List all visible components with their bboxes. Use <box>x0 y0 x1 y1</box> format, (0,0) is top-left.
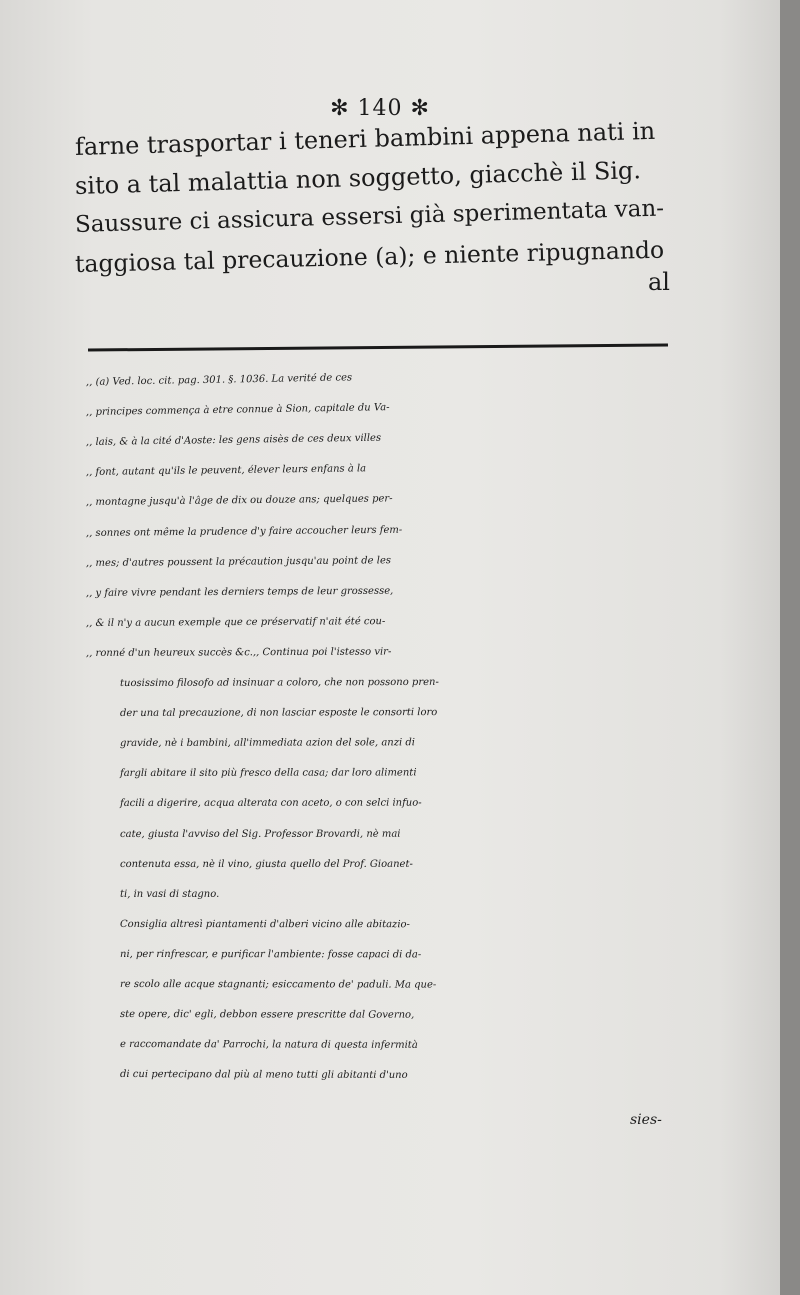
page-gutter <box>780 0 800 1295</box>
footnote-line: ,, ronné d'un heureux succès &c.,, Continua poi l'istesso vir- <box>85 646 392 659</box>
footnote-line: ,, lais, & à la cité d'Aoste: les gens aisès de ces deux villes <box>85 432 382 448</box>
footnote-line: facili a digerire, acqua alterata con aceto, o con selci infuo- <box>119 797 422 809</box>
footnote-line: ,, & il n'y a aucun exemple que ce préservatif n'ait été cou- <box>85 616 386 629</box>
body-line: taggiosa tal precauzione (a); e niente ripugnando <box>74 235 665 278</box>
body-line: Saussure ci assicura essersi già sperimentata van- <box>74 195 665 238</box>
footnote-line: ,, (a) Ved. loc. cit. pag. 301. §. 1036. La verité de ces <box>85 372 353 388</box>
footnote-line: tuosissimo filosofo ad insinuar a coloro, che non possono pren- <box>119 676 439 689</box>
footnote-line: ,, font, autant qu'ils le peuvent, élever leurs enfans à la <box>85 463 367 478</box>
footnote-line: cate, giusta l'avviso del Sig. Professor Brovardi, nè mai <box>119 828 401 840</box>
footnote-line: Consiglia altresì piantamenti d'alberi vicino alle abitazio- <box>119 919 410 931</box>
footnote-rule <box>88 343 668 351</box>
footnote-line: ,, y faire vivre pendant les derniers temps de leur grossesse, <box>85 585 394 599</box>
catchword-bottom: sies- <box>630 1112 662 1128</box>
footnote-line: e raccomandate da' Parrochi, la natura di questa infermità <box>119 1039 418 1051</box>
footnote-line: ti, in vasi di stagno. <box>119 889 220 901</box>
body-line: farne trasportar i teneri bambini appena nati in <box>74 116 656 161</box>
footnote-line: ,, montagne jusqu'à l'âge de dix ou douze ans; quelques per- <box>85 493 393 508</box>
catchword-top: al <box>648 268 670 296</box>
footnote-line: ,, principes commença à etre connue à Sion, capitale du Va- <box>85 402 390 418</box>
footnote-line: ,, sonnes ont même la prudence d'y faire accoucher leurs fem- <box>85 524 403 539</box>
footnote-line: re scolo alle acque stagnanti; esiccamento de' paduli. Ma que- <box>119 979 437 991</box>
page-number-header: ✻ 140 ✻ <box>330 96 430 121</box>
footnote-line: gravide, nè i bambini, all'immediata azion del sole, anzi di <box>119 737 415 749</box>
footnote-line: der una tal precauzione, di non lasciar esposte le consorti loro <box>119 707 438 719</box>
footnote-line: contenuta essa, nè il vino, giusta quello del Prof. Gioanet- <box>119 858 413 870</box>
body-line: sito a tal malattia non soggetto, giacchè il Sig. <box>74 156 642 200</box>
footnote-line: ni, per rinfrescar, e purificar l'ambiente: fosse capaci di da- <box>119 949 422 961</box>
footnote-line: fargli abitare il sito più fresco della casa; dar loro alimenti <box>119 767 417 779</box>
footnote-line: ,, mes; d'autres poussent la précaution jusqu'au point de les <box>85 555 392 569</box>
footnote-line: ste opere, dic' egli, debbon essere prescritte dal Governo, <box>119 1009 415 1021</box>
footnote-line: di cui pertecipano dal più al meno tutti gli abitanti d'uno <box>119 1069 408 1081</box>
